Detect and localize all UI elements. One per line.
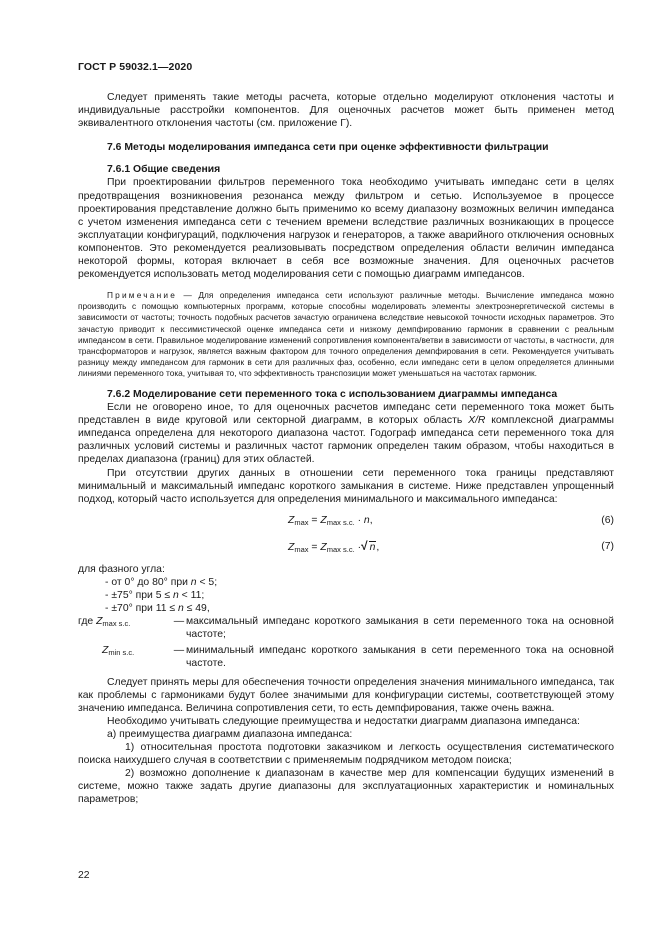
section-7-6-1-heading: 7.6.1 Общие сведения	[107, 164, 221, 176]
formula-6-number: (6)	[601, 514, 614, 526]
note-text: — Для определения импеданса сети используют различные методы. Вычисление импеданса можно производить с помощью компьютерных программ, которые способны моделировать элементы электроэнергетической системы в зависимости от частоты; точность подобных расчетов зачастую ограничена вследствие невысокой точности исходных параметров. Это зачастую приводит к пессимистической оценке импеданса сети и низкому демпфированию гармоник в сравнении с реальным импедансом в сети. Правильное моделирование изменений сопротивления компонента/ветви в зависимости от частоты, в частности, для трансформаторов и нагрузок, является важным фактором для точного определения демпфирования в сети. Рекомендуется учитывать разницу между импедансом для гармоник в сети для различных фаз, особенно, если импеданс сети в целом определяется длинными линиями переменного тока, учитывая то, что эффективность транспозиции может уменьшаться на частотах гармоник.	[78, 290, 614, 378]
formula-6	[78, 511, 614, 532]
section-7-6-2-paragraph-1: Если не оговорено иное, то для оценочных расчетов импеданс сети переменного тока может быть представлен в виде круговой или секторной диаграмм, в которых область X/R комплексной диаграммы импеданса определена для некоторого диапазона частот. Годограф импеданса сети переменного тока для различных условий системы и различных частот гармоник определен таким образом, чтобы находиться в пределах диапазона (границ) для этих областей.	[78, 402, 614, 466]
note-label: Примечание	[107, 290, 178, 301]
definition-zmax: где $Z_{max s.c.}$ — максимальный импеданс короткого замыкания в сети переменного тока на основной частоте;	[78, 616, 614, 641]
xr-ratio: X/R	[468, 415, 486, 427]
page-number: 22	[78, 870, 90, 881]
section-7-6-2-paragraph-2: При отсутствии других данных в отношении сети переменного тока границы представляют минимальный и максимальный импеданс короткого замыкания в системе. Ниже представлен упрощенный подход, который часто используется для определения минимального и максимального импеданса:	[78, 467, 614, 505]
intro-paragraph: Следует применять такие методы расчета, которые отдельно моделируют отклонения частоты и индивидуальные расстройки компонентов. Для оценочных расчетов может быть применен метод эквивалентного отклонения частоты (см. приложение Г).	[78, 92, 614, 130]
note-paragraph	[78, 290, 614, 379]
phase-angle-intro: для фазного угла:	[78, 563, 165, 575]
formula-7-number: (7)	[601, 540, 614, 552]
section-7-6-1-paragraph: При проектировании фильтров переменного тока необходимо учитывать импеданс сети в целях предотвращения возникновения резонанса между фильтром и сетью. Используемое в процессе проектирования представление должно быть применимо ко всему диапазону возможных величин импеданса с учетом изменения импеданса сети с течением времени вследствие различных возникающих в процессе эксплуатации конфигураций, подключения нагрузок и генераторов, а также аварийного отключения основных компонентов. Это рекомендуется реализовывать посредством определения области величин импеданса некоторой формы, которая включает в себя все возможные значения. Для оценочных расчетов рекомендуется использовать метод моделирования сети с помощью диаграмм импедансов.	[78, 177, 614, 281]
definition-zmin: $Z_{min s.c.}$ — минимальный импеданс короткого замыкания в сети переменного тока на основной частоте.	[102, 645, 614, 670]
sqrt-sign: √	[361, 538, 368, 553]
page-content	[78, 91, 614, 807]
section-7-6-2-paragraph-3: Следует принять меры для обеспечения точности определения значения минимального импеданса, так как проблемы с гармониками будут более значимыми для конфигурации системы, соответствующей этому значению импеданса. Величина сопротивления сети, то есть демпфирования, также очень важна.	[78, 676, 614, 714]
section-7-6-2-paragraph-4: Необходимо учитывать следующие преимущества и недостатки диаграмм диапазона импеданса:	[107, 715, 580, 727]
list-item-a: а) преимущества диаграмм диапазона импеданса:	[107, 728, 353, 740]
phase-item-3: - ±70° при 11 ≤ n ≤ 49,	[105, 603, 210, 615]
formula-7	[78, 537, 614, 558]
formula-6-expression: $Z_{max} = Z_{max s.c.} \cdot n$,	[288, 514, 373, 527]
list-item-a1: 1) относительная простота подготовки заказчиком и легкость осуществления систематического поиска наихудшего случая в соответствии с применяемым подрядчиком методом поиска;	[78, 742, 614, 767]
phase-item-2: - ±75° при 5 ≤ n < 11;	[105, 590, 205, 601]
formula-7-expression: $Z_{max} = Z_{max s.c.}$ ·√ n,	[288, 538, 380, 554]
section-7-6-heading: 7.6 Методы моделирования импеданса сети при оценке эффективности фильтрации	[107, 142, 549, 154]
phase-item-1: - от 0° до 80° при n < 5;	[105, 576, 218, 588]
section-7-6-2-heading: 7.6.2 Моделирование сети переменного тока с использованием диаграммы импеданса	[107, 388, 558, 400]
standard-header: ГОСТ Р 59032.1—2020	[78, 61, 193, 73]
list-item-a2: 2) возможно дополнение к диапазонам в качестве мер для компенсации будущих изменений в системе, можно также задать другие диапазоны для эксплуатационных характеристик и номинальных параметров;	[78, 768, 614, 806]
